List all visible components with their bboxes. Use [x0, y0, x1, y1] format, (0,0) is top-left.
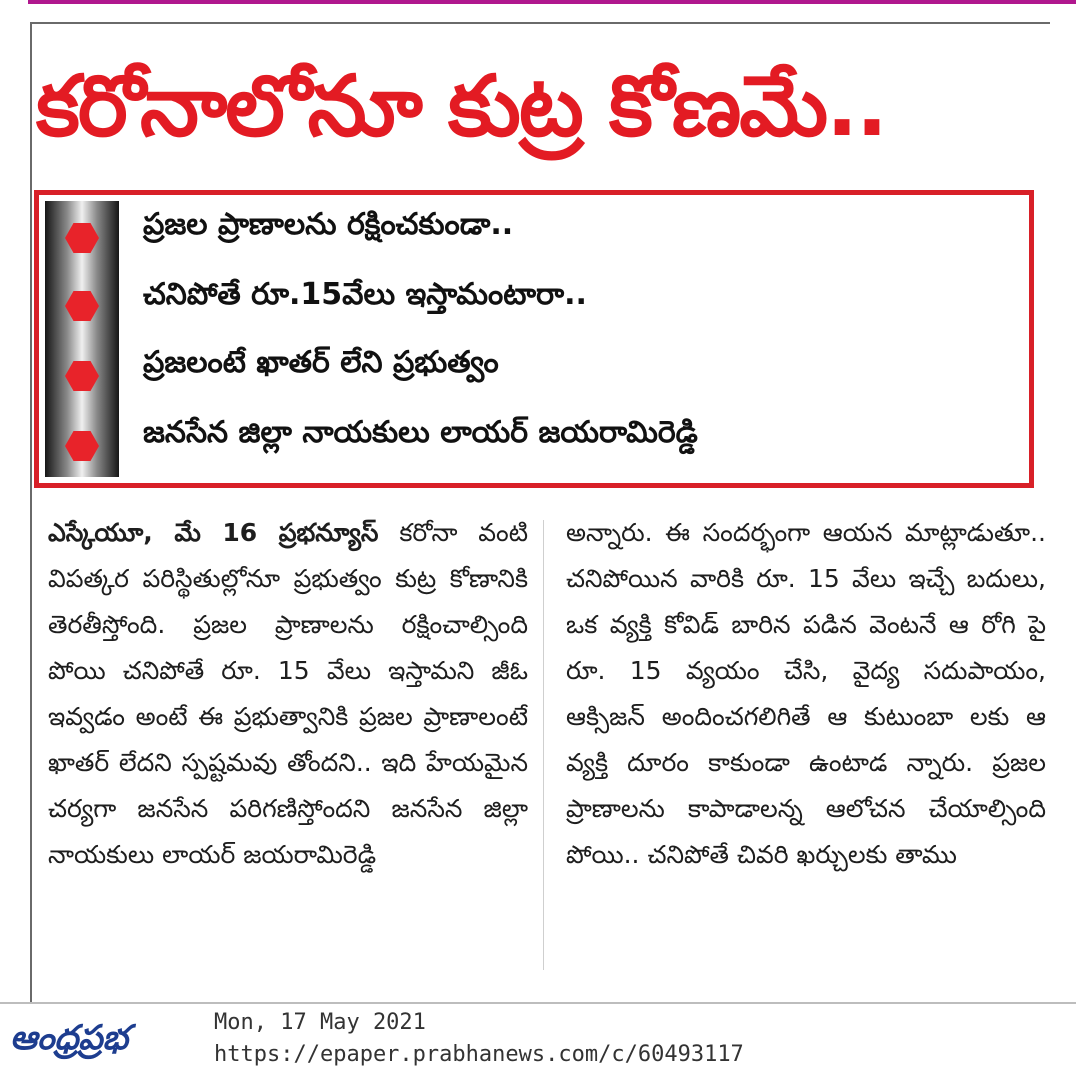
column-right-text: అన్నారు. ఈ సందర్భంగా ఆయన మాట్లాడుతూ.. చనిపోయిన వారికి రూ. 15 వేలు ఇచ్చే బదులు, ఒక వ్యక్తి కోవిడ్ బారిన పడిన వెంటనే ఆ రోగి పై రూ. 15 వ్యయం చేసి, వైద్య సదుపాయం, ఆక్సిజన్ అందించగలిగితే ఆ కుటుంబా లకు ఆ వ్యక్తి దూరం కాకుండా ఉంటాడ న్నారు. ప్రజల ప్రాణాలను కాపాడాలన్న ఆలోచన చేయాల్సింది పోయి.. చనిపోతే చివరి ఖర్చులకు తాము: [566, 518, 1046, 869]
hexagon-bullet-icon: [65, 223, 99, 253]
publication-date: Mon, 17 May 2021: [214, 1010, 426, 1035]
highlight-point-3: ప్రజలంటే ఖాతర్ లేని ప్రభుత్వం: [143, 345, 499, 380]
article-headline: కరోనాలోనూ కుట్ర కోణమే..: [36, 57, 886, 155]
hexagon-bullet-icon: [65, 431, 99, 461]
highlight-point-2: చనిపోతే రూ.15వేలు ఇస్తామంటారా..: [143, 277, 587, 312]
hexagon-bullet-icon: [65, 291, 99, 321]
article-column-left: [48, 510, 528, 878]
highlights-box: [34, 190, 1034, 488]
article-column-right: [566, 510, 1046, 878]
footer-divider: [0, 1002, 1076, 1004]
dateline: ఎస్కేయూ, మే 16 ప్రభన్యూస్: [48, 518, 379, 547]
column-divider: [543, 520, 544, 970]
newspaper-logo: ఆంధ్రప్రభ: [10, 1018, 129, 1058]
column-left-text: కరోనా వంటి విపత్కర పరిస్థితుల్లోనూ ప్రభుత్వం కుట్ర కోణానికి తెరతీస్తోంది. ప్రజల ప్రాణాలను రక్షించాల్సింది పోయి చనిపోతే రూ. 15 వేలు ఇస్తామని జీఓ ఇవ్వడం అంటే ఈ ప్రభుత్వానికి ప్రజల ప్రాణాలంటే ఖాతర్ లేదని స్పష్టమవు తోందని.. ఇది హేయమైన చర్యగా జనసేన పరిగణిస్తోందని జనసేన జిల్లా నాయకులు లాయర్ జయరామిరెడ్డి: [48, 518, 528, 869]
hexagon-bullet-icon: [65, 361, 99, 391]
source-url[interactable]: https://epaper.prabhanews.com/c/60493117: [214, 1042, 744, 1067]
highlight-point-4: జనసేన జిల్లా నాయకులు లాయర్ జయరామిరెడ్డి: [143, 415, 698, 450]
highlight-point-1: ప్రజల ప్రాణాలను రక్షించకుండా..: [143, 207, 514, 242]
bullet-strip: [45, 201, 119, 477]
top-accent-rule: [28, 0, 1076, 4]
